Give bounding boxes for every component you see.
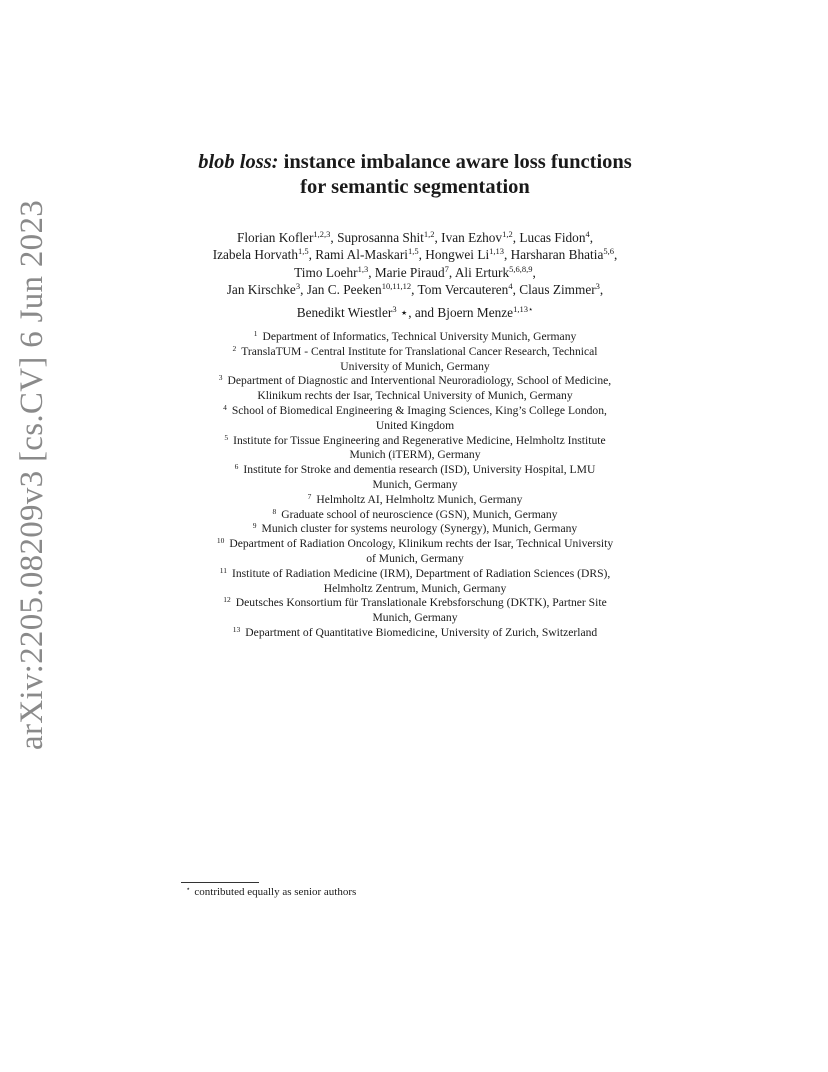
affiliation-text: Munich, Germany: [372, 611, 458, 625]
affiliation-line: [170, 582, 660, 597]
author-separator: ,: [308, 247, 316, 263]
author-separator: ,: [448, 264, 455, 280]
author-affil-sup: 1,5: [407, 246, 419, 257]
author-name: Ali Erturk: [454, 264, 510, 280]
author-name: Hongwei Li: [425, 247, 490, 263]
author-separator: ,: [589, 230, 594, 245]
author-affil-sup: 3: [392, 304, 397, 315]
affiliation-number: 3: [218, 373, 223, 383]
affiliation-text: Department of Informatics, Technical University Munich, Germany: [262, 330, 577, 343]
author-list: [160, 229, 670, 321]
author-affil-sup: 1,3: [357, 263, 369, 274]
affiliation-line: [170, 567, 660, 582]
author-separator: ,: [434, 230, 442, 245]
affiliation-text: Klinikum rechts der Isar, Technical University of Munich, Germany: [257, 389, 573, 403]
affiliation-text: Department of Quantitative Biomedicine, University of Zurich, Switzerland: [245, 625, 598, 639]
affiliation-text: Department of Diagnostic and Interventional Neuroradiology, School of Medicine,: [227, 374, 612, 388]
affiliation-text: Deutsches Konsortium für Translationale Krebsforschung (DKTK), Partner Site: [235, 596, 607, 610]
author-affil-sup: 5,6: [603, 246, 614, 257]
author-affil-sup: 7: [444, 263, 449, 274]
affiliation-line: [170, 374, 660, 389]
author-name: Izabela Horvath: [212, 247, 298, 263]
author-name: Benedikt Wiestler: [296, 305, 393, 321]
author-name: Jan C. Peeken: [306, 281, 382, 297]
affiliation-line: [170, 330, 660, 345]
author-separator: ,: [504, 247, 511, 263]
affiliation-number: 1: [253, 329, 258, 338]
footnote-mark: ⋆: [186, 885, 191, 893]
author-separator: ,: [300, 281, 307, 297]
affiliation-number: 7: [307, 491, 312, 501]
affiliation-line: [170, 493, 660, 508]
affiliation-number: 6: [234, 462, 239, 472]
affiliation-text: United Kingdom: [375, 418, 455, 432]
author-name: Bjoern Menze: [437, 305, 514, 321]
author-name: Marie Piraud: [374, 264, 445, 280]
affiliation-line: [170, 389, 660, 404]
equal-contribution-mark: ⋆: [396, 305, 409, 321]
affiliation-line: [170, 478, 660, 493]
affiliation-line: [170, 360, 660, 375]
author-name: Harsharan Bhatia: [510, 247, 604, 263]
author-separator: ,: [411, 281, 418, 297]
author-name: Suprosanna Shit: [337, 230, 424, 245]
affiliation-line: [170, 345, 660, 360]
affiliation-line: [170, 537, 660, 552]
affiliation-text: Munich cluster for systems neurology (Synergy), Munich, Germany: [261, 522, 578, 536]
footnote: [186, 886, 356, 898]
author-affil-sup: 1,2: [423, 229, 435, 239]
affiliation-line: [170, 419, 660, 434]
affiliation-number: 11: [219, 565, 227, 575]
author-name: Florian Kofler: [236, 230, 314, 245]
affiliation-text: Institute of Radiation Medicine (IRM), Department of Radiation Sciences (DRS),: [231, 566, 611, 580]
affiliation-text: Graduate school of neuroscience (GSN), Munich, Germany: [281, 507, 558, 521]
affiliation-text: Helmholtz Zentrum, Munich, Germany: [323, 581, 507, 595]
affiliation-number: 9: [252, 521, 257, 531]
author-line: [160, 246, 670, 263]
affiliation-text: of Munich, Germany: [366, 551, 464, 565]
affiliation-number: 5: [224, 432, 229, 442]
footnote-text: contributed equally as senior authors: [194, 886, 357, 898]
affiliation-number: 8: [272, 506, 277, 516]
affiliation-line: [170, 434, 660, 449]
arxiv-identifier: arXiv:2205.08209v3 [cs.CV] 6 Jun 2023: [14, 199, 50, 750]
affiliation-text: TranslaTUM - Central Institute for Translational Cancer Research, Technical: [241, 344, 598, 358]
author-line: [160, 229, 670, 246]
author-name: Tom Vercauteren: [417, 281, 509, 297]
affiliation-line: [170, 611, 660, 626]
author-affil-sup: 1,2,3: [313, 229, 331, 239]
author-line: [160, 281, 670, 298]
author-affil-sup: 3: [295, 280, 301, 291]
author-name: Timo Loehr: [294, 264, 358, 280]
title-line-1-rest: instance imbalance aware loss functions: [278, 151, 632, 173]
author-separator: ,: [368, 264, 375, 280]
author-affil-sup: 1,5: [297, 246, 309, 257]
author-separator: ,: [418, 247, 426, 263]
title-italic: blob loss:: [198, 151, 279, 173]
title-line-1: [150, 150, 680, 175]
affiliation-number: 13: [232, 624, 241, 634]
author-affil-sup: 5,6,8,9: [509, 263, 533, 274]
affiliation-number: 4: [223, 402, 227, 412]
affiliation-text: Institute for Stroke and dementia research (ISD), University Hospital, LMU: [243, 463, 596, 477]
footnote-rule: [181, 882, 259, 883]
author-affil-sup: 1,13: [489, 246, 505, 257]
paper-title: [150, 150, 680, 200]
affiliation-line: [170, 552, 660, 567]
affiliation-text: Helmholtz AI, Helmholtz Munich, Germany: [316, 492, 523, 506]
author-affil-sup: 10,11,12: [381, 280, 412, 291]
author-name: Lucas Fidon: [519, 230, 586, 245]
author-separator: ,: [532, 264, 536, 280]
affiliation-line: [170, 463, 660, 478]
affiliation-line: [170, 522, 660, 537]
affiliation-text: School of Biomedical Engineering & Imaging Sciences, King’s College London,: [231, 403, 607, 417]
author-name: Ivan Ezhov: [441, 230, 503, 245]
author-affil-sup: 1,2: [502, 229, 513, 239]
author-name: Rami Al-Maskari: [315, 247, 408, 263]
affiliation-text: Institute for Tissue Engineering and Regenerative Medicine, Helmholtz Institute: [233, 433, 606, 447]
affiliation-number: 2: [232, 343, 237, 353]
author-separator: ,: [512, 230, 520, 245]
affiliation-line: [170, 596, 660, 611]
author-affil-sup: 3: [595, 280, 600, 291]
author-line: [160, 264, 670, 281]
affiliation-text: University of Munich, Germany: [340, 359, 490, 373]
author-separator: ,: [330, 230, 338, 245]
affiliation-line: [170, 626, 660, 641]
author-separator: , and: [408, 305, 438, 321]
affiliation-line: [170, 508, 660, 523]
author-separator: ,: [613, 247, 618, 263]
author-affil-sup: 4: [508, 280, 513, 291]
affiliation-list: [170, 330, 660, 641]
affiliation-text: Munich (iTERM), Germany: [349, 448, 481, 462]
affiliation-text: Munich, Germany: [372, 477, 458, 491]
affiliation-line: [170, 448, 660, 463]
author-name: Claus Zimmer: [519, 281, 596, 297]
author-separator: ,: [599, 281, 604, 297]
affiliation-text: Department of Radiation Oncology, Klinikum rechts der Isar, Technical University: [229, 537, 614, 551]
author-affil-sup: 4: [585, 229, 590, 239]
author-name: Jan Kirschke: [226, 281, 296, 297]
author-line: [160, 304, 670, 321]
affiliation-line: [170, 404, 660, 419]
author-separator: ,: [512, 281, 520, 297]
author-affil-sup: 1,13⋆: [513, 304, 534, 315]
title-line-2: for semantic segmentation: [300, 176, 530, 198]
affiliation-number: 10: [216, 536, 225, 546]
affiliation-number: 12: [223, 595, 231, 605]
